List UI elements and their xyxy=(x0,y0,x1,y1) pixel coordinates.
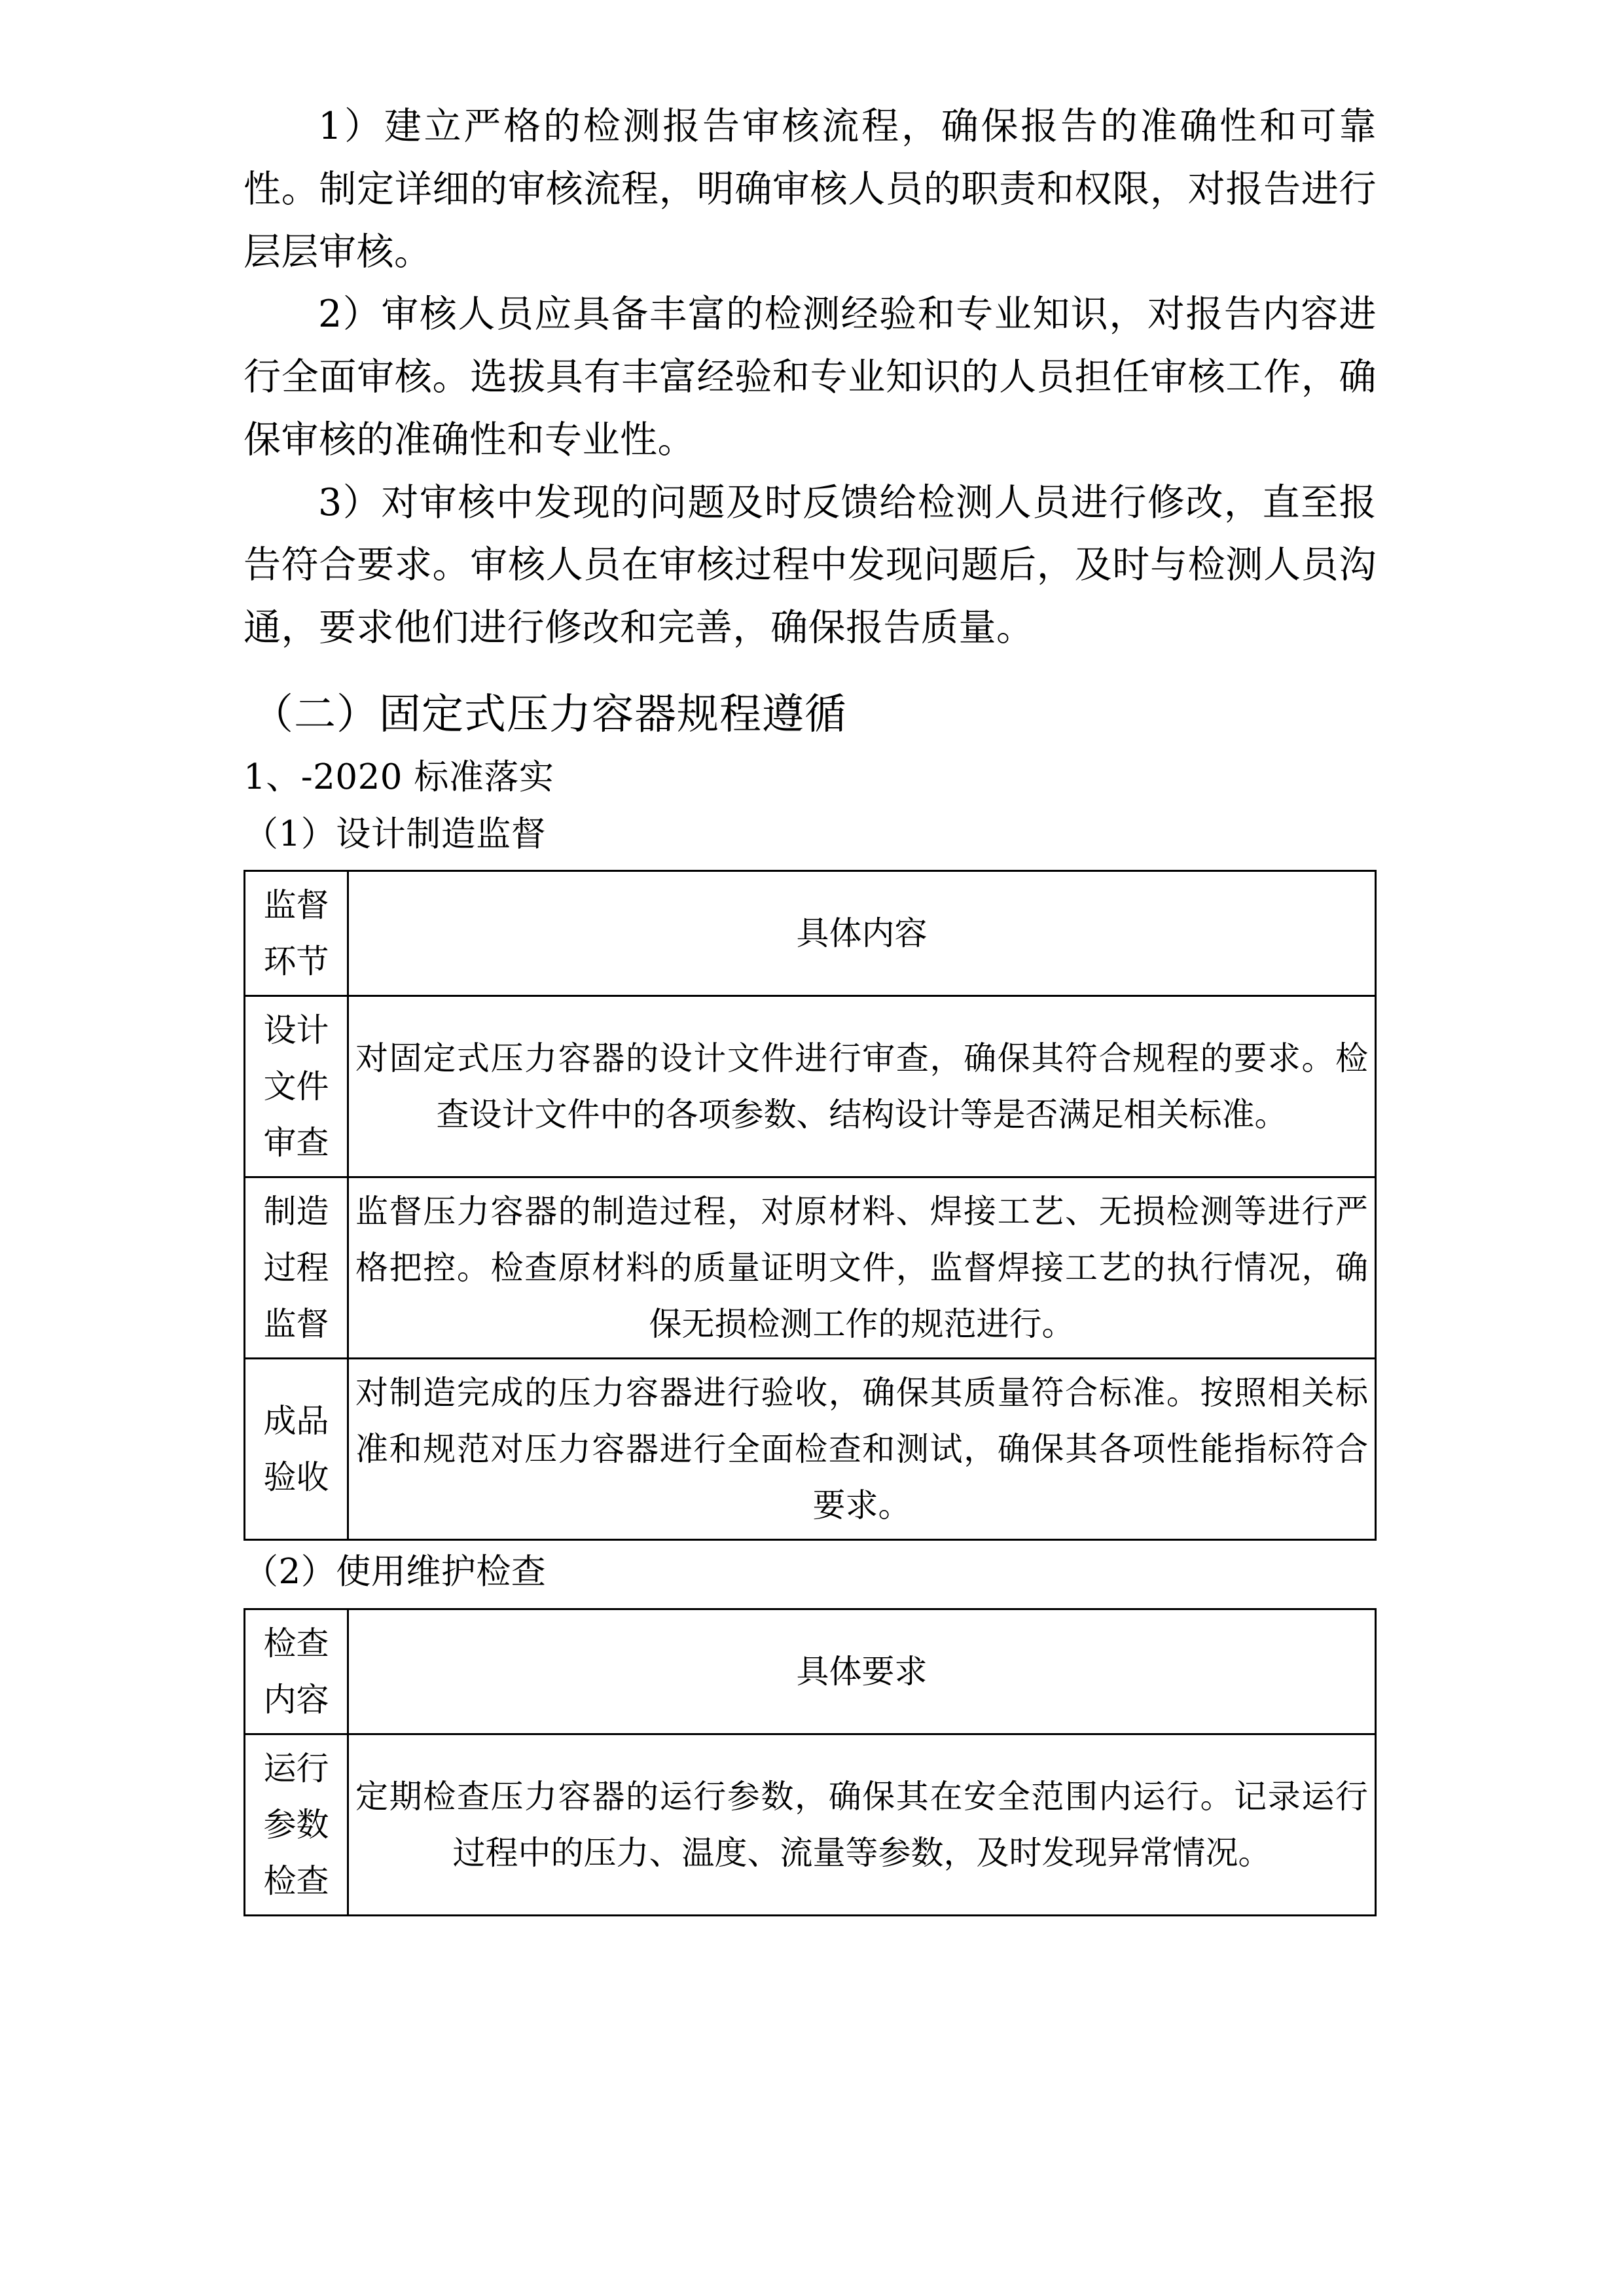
table-header-row xyxy=(245,871,1376,996)
table-cell-value: 对固定式压力容器的设计文件进行审查，确保其符合规程的要求。检查设计文件中的各项参数、结构设计等是否满足相关标准。 xyxy=(348,996,1376,1177)
sub-heading-standard: 1、-2020 标准落实 xyxy=(244,757,554,797)
sub-heading-maintenance-check: （2）使用维护检查 xyxy=(244,1552,547,1592)
table-row xyxy=(245,1734,1376,1916)
table-row xyxy=(245,1177,1376,1359)
paragraph-1: 1）建立严格的检测报告审核流程，确保报告的准确性和可靠性。制定详细的审核流程，明确审核人员的职责和权限，对报告进行层层审核。 xyxy=(244,105,1377,274)
table-cell-value: 监督压力容器的制造过程，对原材料、焊接工艺、无损检测等进行严格把控。检查原材料的质量证明文件，监督焊接工艺的执行情况，确保无损检测工作的规范进行。 xyxy=(348,1177,1376,1359)
paragraph-2: 2）审核人员应具备丰富的检测经验和专业知识，对报告内容进行全面审核。选拔具有丰富经验和专业知识的人员担任审核工作，确保审核的准确性和专业性。 xyxy=(244,293,1377,461)
table-header-cell-value: 具体内容 xyxy=(348,871,1376,996)
table-header-cell-key: 监督环节 xyxy=(245,871,348,996)
table-row xyxy=(245,1359,1376,1540)
section-heading: （二）固定式压力容器规程遵循 xyxy=(251,690,847,739)
table-row xyxy=(245,996,1376,1177)
paragraph-3: 3）对审核中发现的问题及时反馈给检测人员进行修改，直至报告符合要求。审核人员在审核过程中发现问题后，及时与检测人员沟通，要求他们进行修改和完善，确保报告质量。 xyxy=(244,480,1377,649)
table-header-row xyxy=(245,1609,1376,1734)
table-header-cell-value: 具体要求 xyxy=(348,1609,1376,1734)
table-cell-key: 成品验收 xyxy=(245,1359,348,1540)
maintenance-check-table xyxy=(244,1608,1377,1916)
sub-heading-design-supervision: （1）设计制造监督 xyxy=(244,814,547,854)
table-cell-value: 对制造完成的压力容器进行验收，确保其质量符合标准。按照相关标准和规范对压力容器进行全面检查和测试，确保其各项性能指标符合要求。 xyxy=(348,1359,1376,1540)
table-cell-value: 定期检查压力容器的运行参数，确保其在安全范围内运行。记录运行过程中的压力、温度、流量等参数，及时发现异常情况。 xyxy=(348,1734,1376,1916)
design-supervision-table xyxy=(244,870,1377,1541)
table-cell-key: 制造过程监督 xyxy=(245,1177,348,1359)
body-text-block xyxy=(244,77,1377,660)
table-header-cell-key: 检查内容 xyxy=(245,1609,348,1734)
table-cell-key: 设计文件审查 xyxy=(245,996,348,1177)
table-cell-key: 运行参数检查 xyxy=(245,1734,348,1916)
